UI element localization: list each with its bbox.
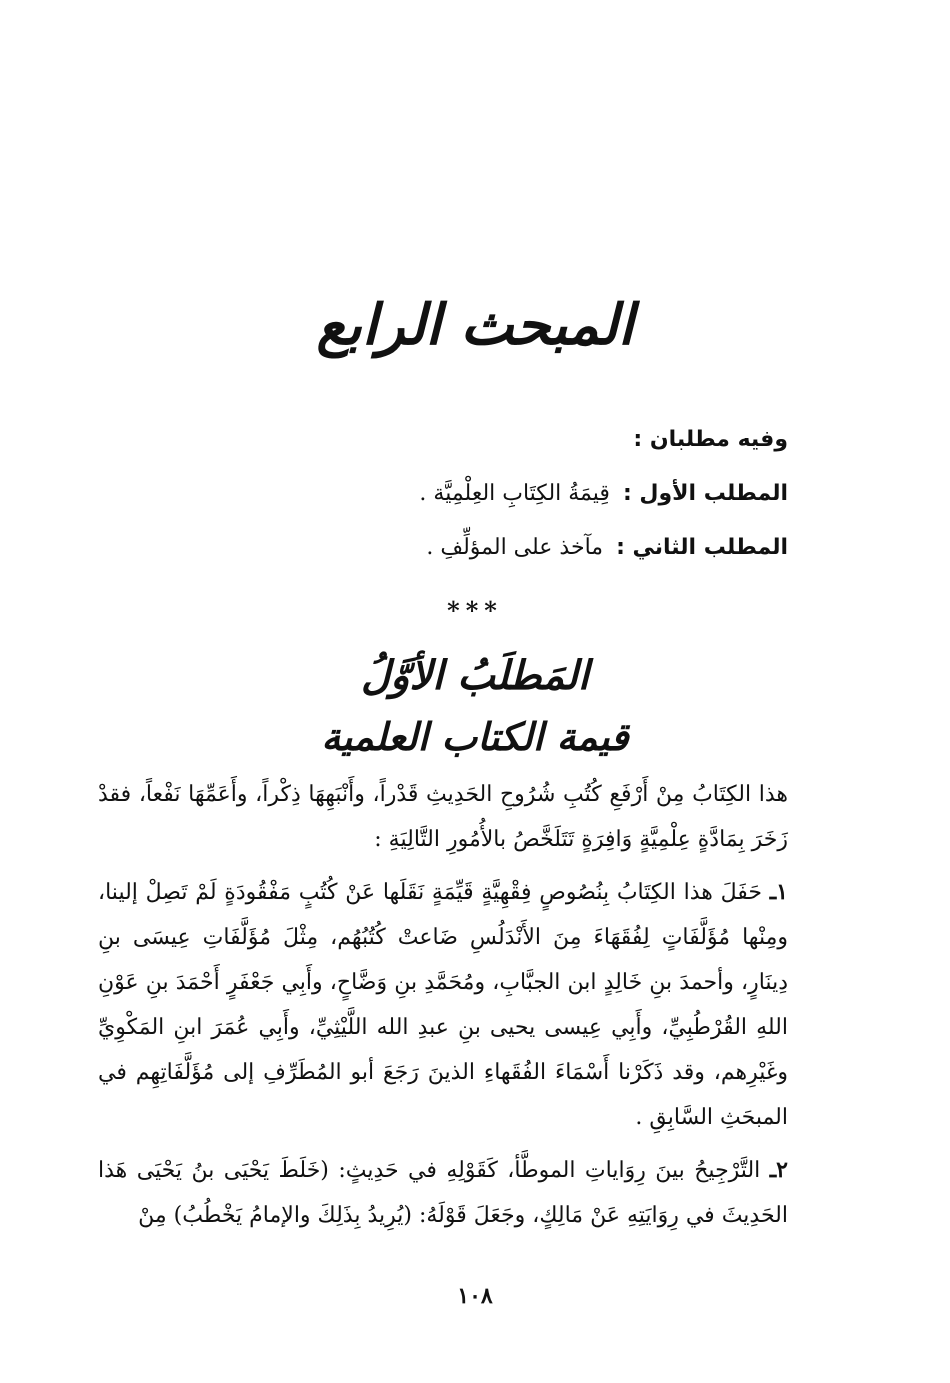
page-number: ١٠٨ [457,1283,493,1309]
intro-paragraph: هذا الكِتَابُ مِنْ أَرْفَعِ كُتُبِ شُرُوحِ الحَدِيثِ قَدْراً، وأَنْبَهِهَا ذِكْراً، وأَعَمِّهَا نَفْعاً، فقدْ زَخَرَ بِمَادَّةٍ عِلْمِيَّةٍ وَافِرَةٍ تَتَلَخَّصُ بالأُمُورِ التَّالِيَةِ : [98,782,788,852]
item-number: ١ـ [769,879,788,905]
section-title: المَطلَبُ الأوَّلُ [361,652,589,699]
section-separator: *** [447,596,503,625]
toc-item-label: المطلب الأول : [622,481,788,506]
item-text: التَّرْجِيحُ بينَ رِوَاياتِ الموطَّأ، كَقَوْلِهِ في حَدِيثٍ: (خَلَطَ يَحْيَى بنُ يَحْيَى هَذا الحَدِيثَ في رِوَايَتِهِ عَنْ مَالِكٍ، وجَعَلَ قَوْلَهُ: (يُرِيدُ بِذَلِكَ والإمامُ يَخْطُبُ) مِنْ [98,1158,788,1228]
toc-item-second [148,533,788,563]
list-item [98,1148,788,1238]
toc-item-first [148,479,788,509]
item-text: حَفَلَ هذا الكِتَابُ بِنُصُوصٍ فِقْهِيَّةٍ قَيِّمَةٍ نَقَلَها عَنْ كُتُبٍ مَفْقُودَةٍ لَمْ تَصِلْ إلينا، ومِنْها مُؤَلَّفَاتٍ لِفُقَهَاءَ مِنَ الأَنْدَلُسِ ضَاعتْ كُتُبُهُم، مِثْلَ مُؤَلَّفَاتِ عِيسَى بنِ دِينَارٍ، وأحمدَ بنِ خَالِدٍ ابن الجبَّابِ، ومُحَمَّدِ بنِ وَضَّاحٍ، وأَبِي جَعْفَرٍ أَحْمَدَ بنِ عَوْنِ اللهِ القُرْطُبِيِّ، وأَبِي عِيسى يحيى بنِ عبدِ الله اللَّيْثِيِّ، وأَبِي عُمَرَ ابنِ المَكْوِيِّ وغَيْرِهم، وقد ذَكَرْنا أَسْمَاءَ الفُقَهاءِ الذينَ رَجَعَ أبو المُطَرِّفِ إلى مُؤَلَّفَاتِهِم في المبحَثِ السَّابِقِ . [98,880,788,1130]
item-number: ٢ـ [769,1157,788,1183]
toc-item-label: المطلب الثاني : [616,535,788,560]
table-of-contents [148,425,788,587]
toc-item-text: مآخذ على المؤلِّفِ . [426,535,604,560]
body-text [98,772,788,1246]
section-subtitle: قيمة الكتاب العلمية [321,714,629,759]
toc-item-text: قِيمَةُ الكِتَابِ العِلْمِيَّة . [419,481,610,506]
chapter-title: المبحث الرابع [316,292,634,358]
toc-intro: وفيه مطلبان : [633,427,788,452]
list-item [98,870,788,1140]
